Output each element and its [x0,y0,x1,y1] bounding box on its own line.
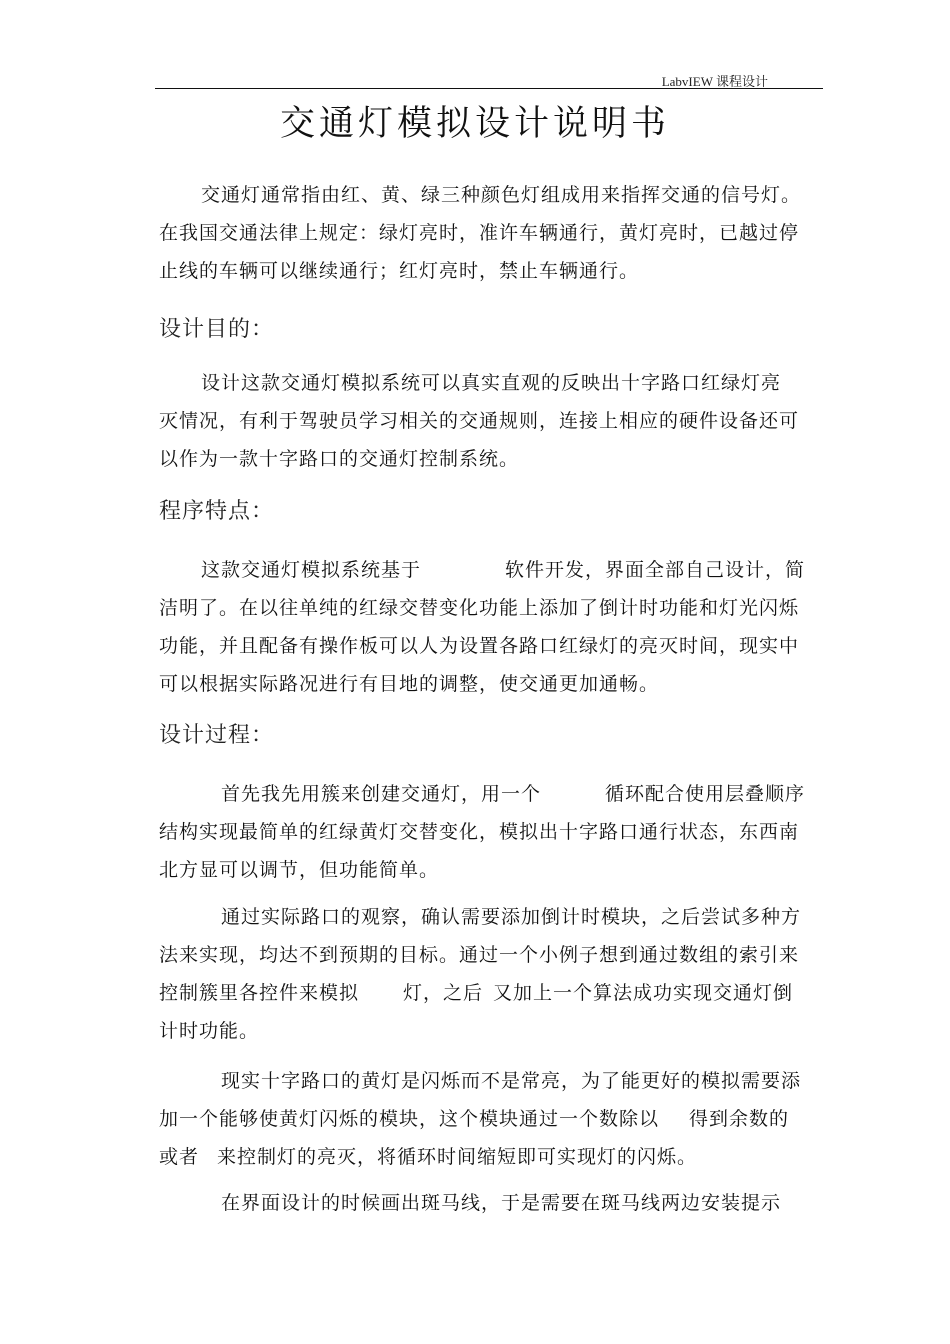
header-rule [155,88,823,89]
process-line: 现实十字路口的黄灯是闪烁而不是常亮，为了能更好的模拟需要添 [221,1070,802,1092]
intro-line: 在我国交通法律上规定：绿灯亮时，准许车辆通行，黄灯亮时，已越过停 [159,222,800,244]
process-text-a: 首先我先用簇来创建交通灯，用一个 [221,783,542,805]
process-text-a: 加一个能够使黄灯闪烁的模块，这个模块通过一个数除以 [159,1108,660,1130]
features-line [159,551,819,589]
process-text-a: 或者 [159,1146,200,1168]
process-text-b: 来控制灯的亮灭，将循环时间缩短即可实现灯的闪烁。 [217,1146,698,1168]
intro-paragraph [159,176,819,290]
process-text-b: 灯，之后 [403,982,484,1004]
process-line [159,974,819,1012]
process-line: 北方显可以调节，但功能简单。 [159,859,440,881]
features-text-b: 软件开发，界面全部自己设计，简 [505,559,806,581]
process-line: 在界面设计的时候画出斑马线，于是需要在斑马线两边安装提示 [221,1192,782,1214]
features-line: 可以根据实际路况进行有目地的调整，使交通更加通畅。 [159,673,660,695]
process-paragraph-3 [159,1062,819,1176]
process-line [159,1138,819,1176]
features-line: 洁明了。在以往单纯的红绿交替变化功能上添加了倒计时功能和灯光闪烁 [159,597,800,619]
process-paragraph-4 [159,1184,819,1222]
process-line: 通过实际路口的观察，确认需要添加倒计时模块，之后尝试多种方 [221,906,802,928]
process-line [159,1100,819,1138]
process-line [159,775,819,813]
purpose-paragraph [159,364,819,478]
process-text-a: 控制簇里各控件来模拟 [159,982,360,1004]
intro-line: 交通灯通常指由红、黄、绿三种颜色灯组成用来指挥交通的信号灯。 [201,184,802,206]
process-line: 计时功能。 [159,1020,260,1042]
process-line: 法来实现，均达不到预期的目标。通过一个小例子想到通过数组的索引来 [159,944,800,966]
section-heading-purpose: 设计目的： [159,317,275,342]
document-title: 交通灯模拟设计说明书 [279,104,670,144]
process-paragraph-2 [159,898,819,1050]
process-paragraph-1 [159,775,819,889]
features-text-a: 这款交通灯模拟系统基于 [201,559,422,581]
section-heading-features: 程序特点： [159,499,275,524]
section-heading-process: 设计过程： [159,723,275,748]
features-paragraph [159,551,819,703]
page-header-text: LabvIEW 课程设计 [661,74,768,89]
intro-line: 止线的车辆可以继续通行；红灯亮时，禁止车辆通行。 [159,260,640,282]
process-text-b: 循环配合使用层叠顺序 [605,783,806,805]
purpose-line: 以作为一款十字路口的交通灯控制系统。 [159,448,520,470]
process-text-c: 又加上一个算法成功实现交通灯倒 [493,982,794,1004]
purpose-line: 设计这款交通灯模拟系统可以真实直观的反映出十字路口红绿灯亮 [201,372,782,394]
process-text-b: 得到余数的 [689,1108,790,1130]
purpose-line: 灭情况，有利于驾驶员学习相关的交通规则，连接上相应的硬件设备还可 [159,410,800,432]
features-line: 功能，并且配备有操作板可以人为设置各路口红绿灯的亮灭时间，现实中 [159,635,800,657]
process-line: 结构实现最简单的红绿黄灯交替变化，模拟出十字路口通行状态，东西南 [159,821,800,843]
